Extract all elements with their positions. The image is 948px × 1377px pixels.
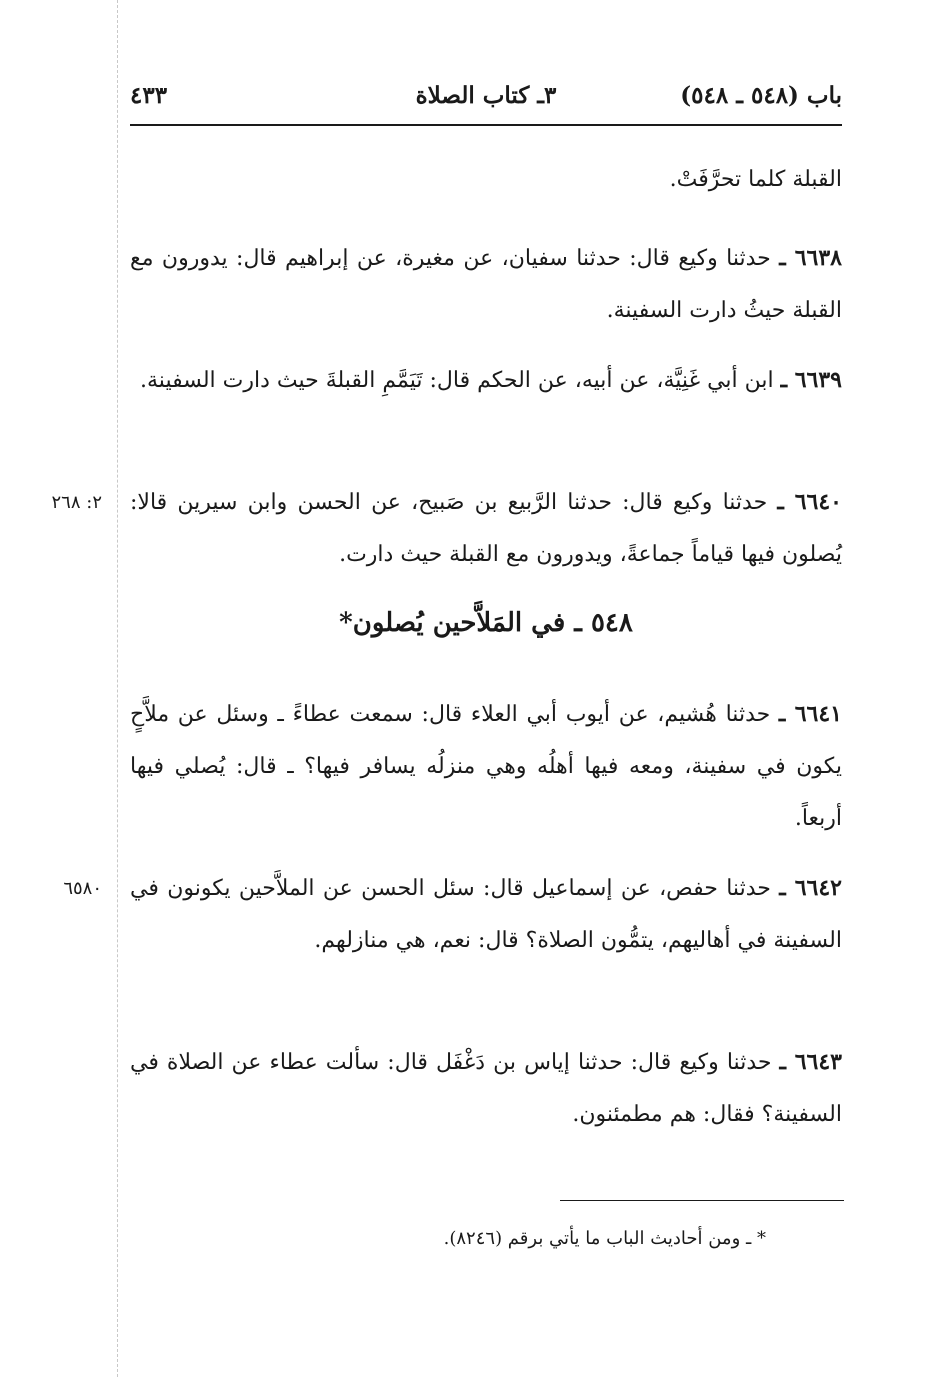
hadith-6641 bbox=[130, 688, 842, 845]
paragraph-continuation: القبلة كلما تحرَّفَتْ. bbox=[669, 167, 842, 192]
hadith-text: حدثنا وكيع قال: حدثنا إياس بن دَغْفَل قال: سألت عطاء عن الصلاة في السفينة؟ فقال: هم مطمئنون. bbox=[130, 1050, 842, 1127]
hadith-text: ابن أبي غَنِيَّة، عن أبيه، عن الحكم قال: تَيَمَّمِ القبلةَ حيث دارت السفينة. bbox=[140, 368, 774, 393]
hadith-number: ٦٦٣٩ ـ bbox=[780, 367, 842, 393]
header-page-number: ٤٣٣ bbox=[130, 82, 168, 109]
hadith-6638 bbox=[130, 232, 842, 337]
hadith-6640 bbox=[130, 476, 842, 581]
chapter-heading: ٥٤٨ ـ في المَلاَّحين يُصلون* bbox=[339, 608, 633, 638]
hadith-number: ٦٦٣٨ ـ bbox=[779, 245, 842, 271]
header-book-title: ٣ـ كتاب الصلاة bbox=[415, 82, 557, 109]
hadith-number: ٦٦٤٠ ـ bbox=[777, 489, 842, 515]
hadith-text: حدثنا وكيع قال: حدثنا سفيان، عن مغيرة، عن إبراهيم قال: يدورون مع القبلة حيثُ دارت السفينة. bbox=[130, 246, 842, 323]
footnote-divider bbox=[560, 1200, 844, 1201]
hadith-number: ٦٦٤٢ ـ bbox=[779, 875, 842, 901]
page-header bbox=[130, 78, 842, 126]
hadith-text: حدثنا وكيع قال: حدثنا الرَّبيع بن صَبيح، عن الحسن وابن سيرين قالا: يُصلون فيها قياماً جماعةً، ويدورون مع القبلة حيث دارت. bbox=[130, 490, 842, 567]
hadith-text: حدثنا هُشيم، عن أيوب أبي العلاء قال: سمعت عطاءً ـ وسئل عن ملاَّحٍ يكون في سفينة، ومعه فيها أهلُه وهي منزلُه يسافر فيها؟ ـ قال: يُصلي فيها أربعاً. bbox=[130, 702, 842, 831]
hadith-6639 bbox=[130, 354, 842, 407]
margin-reference-6642: ٦٥٨٠ bbox=[63, 878, 102, 899]
footnote: * ـ ومن أحاديث الباب ما يأتي برقم (٨٢٤٦). bbox=[443, 1228, 766, 1249]
scan-edge-line bbox=[117, 0, 118, 1377]
margin-reference-6640: ٢: ٢٦٨ bbox=[51, 492, 102, 513]
hadith-text: حدثنا حفص، عن إسماعيل قال: سئل الحسن عن الملاَّحين يكونون في السفينة في أهاليهم، يتمُّون الصلاة؟ قال: نعم، هي منازلهم. bbox=[130, 876, 842, 953]
hadith-6642 bbox=[130, 862, 842, 967]
hadith-number: ٦٦٤١ ـ bbox=[778, 701, 842, 727]
header-chapter-range: باب (٥٤٨ ـ ٥٤٨) bbox=[680, 82, 842, 109]
hadith-number: ٦٦٤٣ ـ bbox=[779, 1049, 842, 1075]
hadith-6643 bbox=[130, 1036, 842, 1141]
